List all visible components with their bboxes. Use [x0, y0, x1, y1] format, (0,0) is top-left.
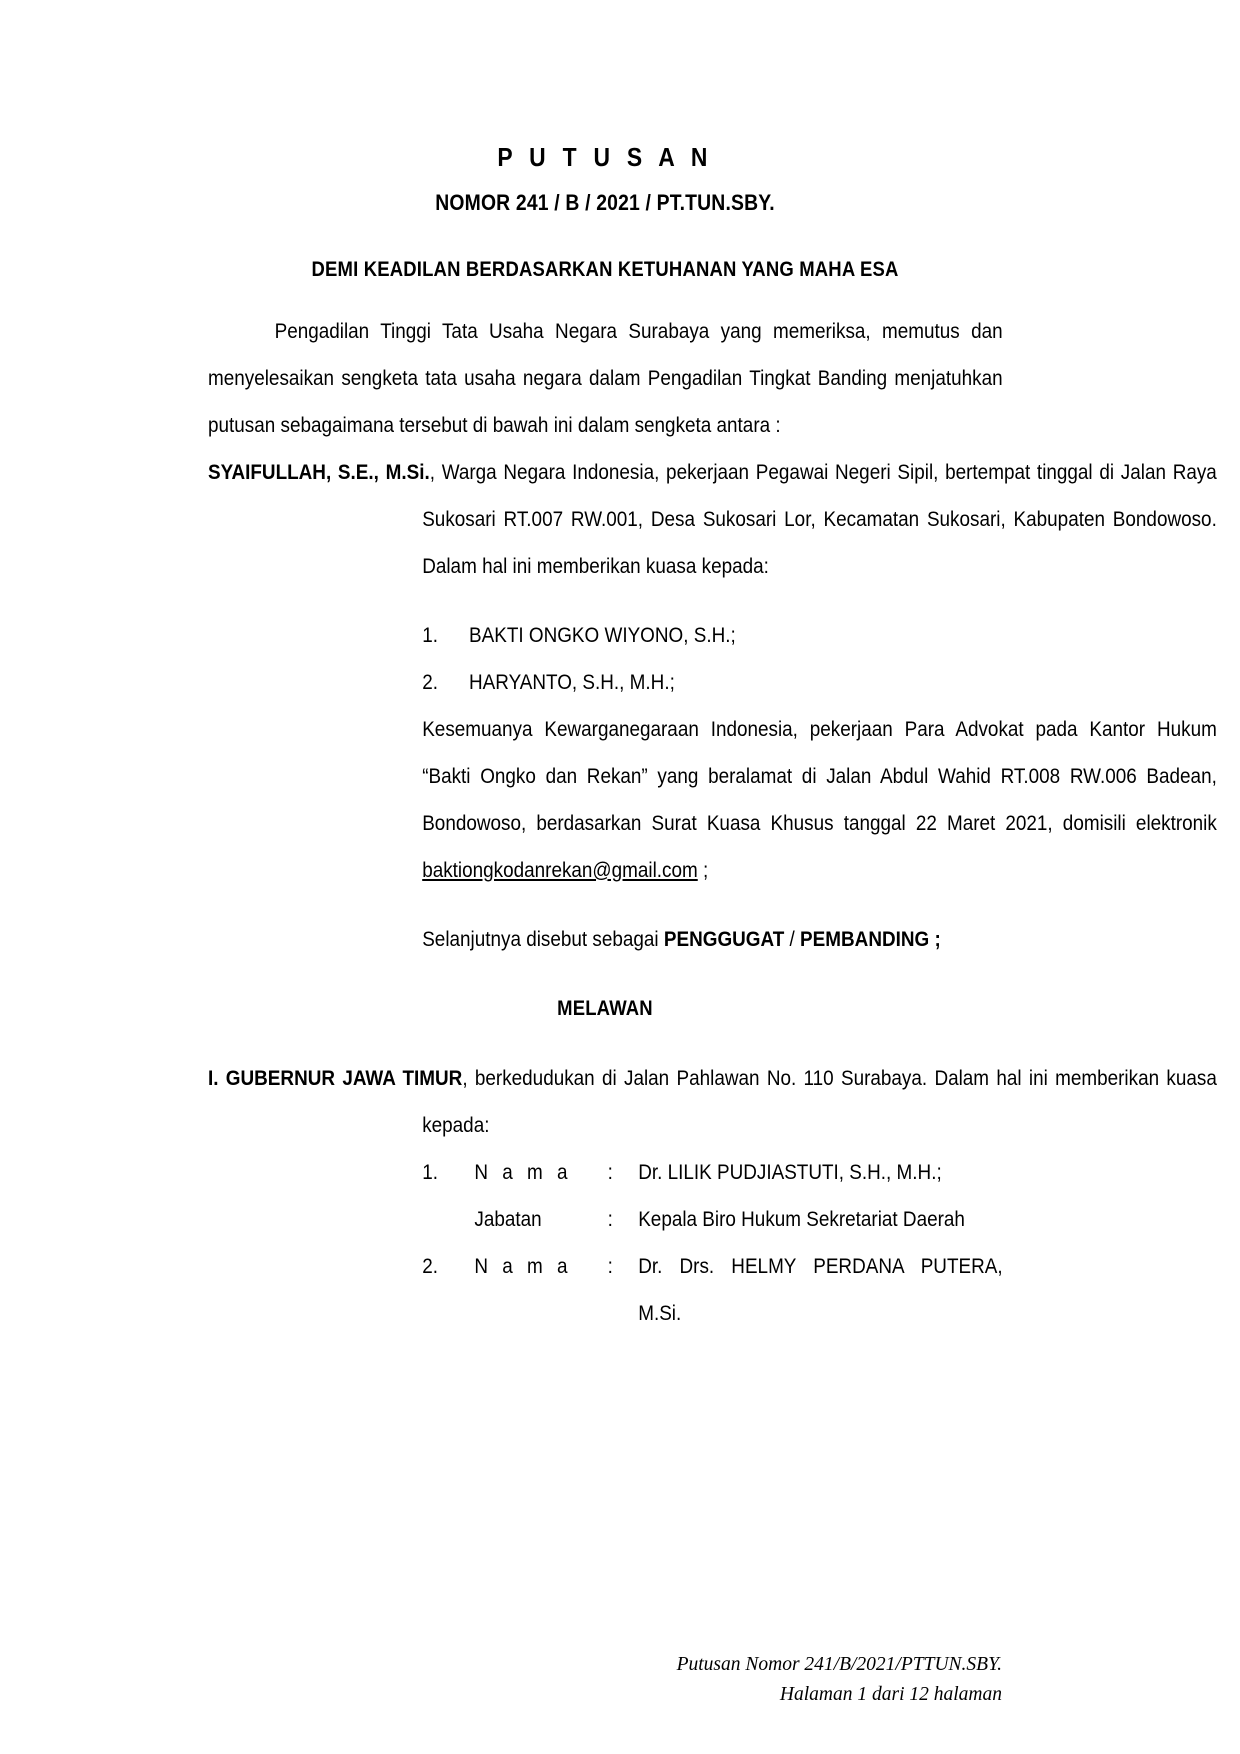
spacer — [208, 590, 1002, 612]
appellant-designation — [208, 916, 1217, 963]
respondent-address: , berkedudukan di Jalan Pahlawan No. 110 Surabaya. Dalam hal ini memberikan kuasa kepada: — [422, 1066, 1217, 1137]
table-row — [208, 1243, 1003, 1337]
document-content — [208, 0, 1217, 1337]
appellant-identity-block — [208, 449, 1217, 590]
kuasa-colon: : — [607, 1160, 613, 1184]
opening-paragraph: Pengadilan Tinggi Tata Usaha Negara Surabaya yang memeriksa, memutus dan menyelesaikan sengketa tata usaha negara dalam Pengadilan Tingkat Banding menjatuhkan putusan sebagaimana tersebut di bawah ini dalam sengketa antara : — [208, 319, 1003, 437]
justice-invocation: DEMI KEADILAN BERDASARKAN KETUHANAN YANG MAHA ESA — [311, 257, 899, 281]
table-row — [208, 1196, 1003, 1243]
list-item-number: 1. — [422, 623, 438, 647]
attorney-description-text: Kesemuanya Kewarganegaraan Indonesia, pekerjaan Para Advokat pada Kantor Hukum “Bakti Ongko dan Rekan” yang beralamat di Jalan Abdul Wahid RT.008 RW.006 Badean, Bondowoso, berdasarkan Surat Kuasa Khusus tanggal 22 Maret 2021, domisili elektronik — [422, 717, 1217, 835]
designation-prefix: Selanjutnya disebut sebagai — [422, 927, 664, 951]
page-footer — [677, 1650, 1002, 1710]
designation-separator: / — [784, 927, 801, 951]
kuasa-colon: : — [607, 1254, 613, 1278]
kuasa-number: 1. — [422, 1160, 438, 1184]
footer-page-number: Halaman 1 dari 12 halaman — [779, 1684, 1002, 1705]
list-item — [208, 612, 1003, 659]
document-number: NOMOR 241 / B / 2021 / PT.TUN.SBY. — [435, 189, 775, 215]
list-item-number: 2. — [422, 670, 438, 694]
appellant-identity-text: , Warga Negara Indonesia, pekerjaan Pegawai Negeri Sipil, bertempat tinggal di Jalan Raya Sukosari RT.007 RW.001, Desa Sukosari Lor, Kecamatan Sukosari, Kabupaten Bondowoso. Dalam hal ini memberikan kuasa kepada: — [422, 460, 1217, 578]
table-row — [208, 1149, 1003, 1196]
list-item-label: BAKTI ONGKO WIYONO, S.H.; — [469, 623, 736, 647]
appellant-name: SYAIFULLAH, S.E., M.Si. — [208, 460, 430, 484]
kuasa-name-label: N a m a — [474, 1160, 573, 1184]
list-item-label: HARYANTO, S.H., M.H.; — [469, 670, 675, 694]
page-title: P U T U S A N — [497, 142, 713, 172]
respondent-label: I. GUBERNUR JAWA TIMUR — [208, 1066, 463, 1090]
appellant-attorney-list — [208, 612, 1003, 706]
spacer — [208, 963, 1002, 997]
spacer — [208, 894, 1002, 916]
designation-role-pembanding: PEMBANDING ; — [800, 927, 941, 951]
kuasa-colon: : — [607, 1207, 613, 1231]
kuasa-position-value: Kepala Biro Hukum Sekretariat Daerah — [638, 1207, 965, 1231]
spacer — [208, 1021, 1002, 1055]
footer-case-number: Putusan Nomor 241/B/2021/PTTUN.SBY. — [676, 1654, 1002, 1675]
kuasa-name-value: Dr. Drs. HELMY PERDANA PUTERA, M.Si. — [638, 1254, 1003, 1325]
attorney-email: baktiongkodanrekan@gmail.com — [422, 858, 698, 882]
attorney-description-paragraph — [208, 706, 1217, 894]
kuasa-number: 2. — [422, 1254, 438, 1278]
kuasa-position-label: Jabatan — [474, 1207, 542, 1231]
respondent-identity-block — [208, 1055, 1217, 1149]
kuasa-number-spacer — [422, 1196, 474, 1243]
kuasa-name-label: N a m a — [474, 1254, 573, 1278]
respondent-kuasa-list — [208, 1149, 1003, 1337]
attorney-email-suffix: ; — [697, 858, 709, 882]
kuasa-name-value: Dr. LILIK PUDJIASTUTI, S.H., M.H.; — [638, 1160, 942, 1184]
versus-heading: MELAWAN — [557, 996, 653, 1020]
designation-role-penggugat: PENGGUGAT — [663, 927, 785, 951]
list-item — [208, 659, 1003, 706]
